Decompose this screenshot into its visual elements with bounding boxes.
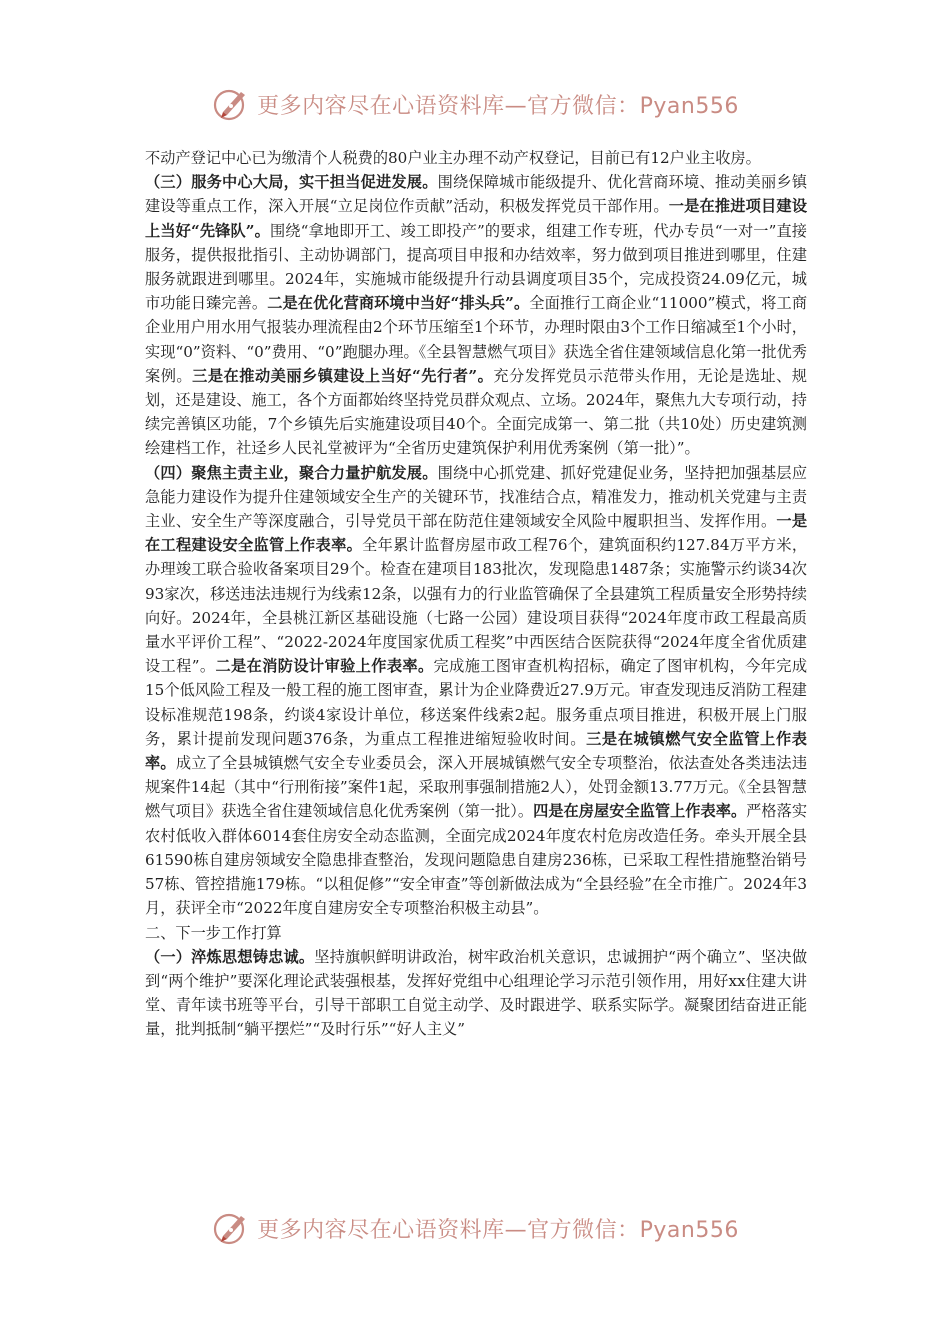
watermark-text: 更多内容尽在心语资料库—官方微信：Pyan556: [257, 93, 739, 119]
document-body: [145, 146, 807, 1042]
paragraph: [145, 461, 807, 921]
text-run: 全面推行工商企业“11000”模式，将工商企业用户用水用气报装办理流程由2个环节压缩至1个环节，办理时限由3个工作日缩减至1个小时，实现“0”资料、“0”费用、“0”跑腿办理。《全县智慧燃气项目》获选全省住建领域信息化第一批优秀案例。: [145, 294, 808, 385]
text-run: 严格落实农村低收入群体6014套住房安全动态监测，全面完成2024年度农村危房改造任务。牵头开展全县61590栋自建房领域安全隐患排查整治，发现问题隐患自建房236栋，已采取工程性措施整治销号57栋、管控措施179栋。“以租促修”“安全审查”等创新做法成为“全县经验”在全市推广。2024年3月，获评全市“2022年度自建房安全专项整治积极主动县”。: [145, 802, 807, 918]
bold-heading-run: （四）聚焦主责主业，聚合力量护航发展。: [145, 463, 438, 482]
bold-heading-run: 三是在推动美丽乡镇建设上当好“先行者”。: [192, 366, 494, 385]
paragraph: [145, 146, 807, 170]
text-run: 全年累计监督房屋市政工程76个，建筑面积约127.84万平方米，办理竣工联合验收备案项目29个。检查在建项目183批次，发现隐患1487条；实施警示约谈34次93家次，移送违法违规行为线索12条，以强有力的行业监管确保了全县建筑工程质量安全形势持续向好。2024年，全县桃江新区基础设施（七路一公园）建设项目获得“2024年度市政工程最高质量水平评价工程”、“2022-2024年度国家优质工程奖”中西医结合医院获得“2024年度全省优质建设工程”。: [145, 536, 808, 676]
pen-logo-icon: [211, 1208, 251, 1248]
bold-heading-run: 二是在优化营商环境中当好“排头兵”。: [267, 294, 530, 313]
text-run: 坚持旗帜鲜明讲政治，树牢政治机关意识，忠诚拥护“两个确立”、坚决做到“两个维护”要深化理论武装强根基，发挥好党组中心组理论学习示范引领作用，用好xx住建大讲堂、青年读书班等平台，引导干部职工自觉主动学、及时跟进学、联系实际学。凝聚团结奋进正能量，批判抵制“躺平摆烂”“及时行乐”“好人主义”: [145, 947, 808, 1039]
bold-heading-run: 一是在推进项目建设上当好“先锋队”。: [145, 197, 808, 240]
text-run: 不动产登记中心已为缴清个人税费的80户业主办理不动产权登记，目前已有12户业主收房。: [145, 149, 761, 167]
paragraph: [145, 945, 807, 1042]
bold-heading-run: （一）淬炼思想铸忠诚。: [145, 947, 315, 966]
paragraph: [145, 170, 807, 460]
bold-heading-run: 二是在消防设计审验上作表率。: [215, 657, 434, 676]
bold-heading-run: 三是在城镇燃气安全监管上作表率。: [145, 729, 807, 773]
bold-heading-run: 四是在房屋安全监管上作表率。: [533, 802, 747, 821]
text-run: 二、下一步工作打算: [145, 923, 282, 942]
text-run: 充分发挥党员示范带头作用，无论是选址、规划，还是建设、施工，各个方面都始终坚持党员群众观点、立场。2024年，聚焦九大专项行动，持续完善镇区功能，7个乡镇先后实施建设项目40个。全面完成第一、第二批（共10处）历史建筑测绘建档工作，社迳乡人民礼堂被评为“全省历史建筑保护利用优秀案例（第一批）”。: [145, 366, 807, 458]
watermark-footer: [0, 1206, 950, 1250]
pen-logo-icon: [211, 84, 251, 124]
text-run: 围绕保障城市能级提升、优化营商环境、推动美丽乡镇建设等重点工作，深入开展“立足岗位作贡献”活动，积极发挥党员干部作用。: [145, 173, 808, 216]
text-run: 成立了全县城镇燃气安全专业委员会，深入开展城镇燃气安全专项整治，依法查处各类违法违规案件14起（其中“行刑衔接”案件1起，采取刑事强制措施2人），处罚金额13.77万元。《全县智慧燃气项目》获选全省住建领域信息化优秀案例（第一批）。: [145, 754, 808, 821]
text-run: 围绕中心抓党建、抓好党建促业务，坚持把加强基层应急能力建设作为提升住建领域安全生产的关键环节，找准结合点，精准发力，推动机关党建与主责主业、安全生产等深度融合，引导党员干部在防范住建领域安全风险中履职担当、发挥作用。: [145, 463, 808, 531]
text-run: 完成施工图审查机构招标，确定了图审机构，今年完成15个低风险工程及一般工程的施工图审查，累计为企业降费近27.9万元。审查发现违反消防工程建设标准规范198条，约谈4家设计单位，移送案件线索2起。服务重点项目推进，积极开展上门服务，累计提前发现问题376条，为重点工程推进缩短验收时间。: [145, 657, 808, 748]
bold-heading-run: （三）服务中心大局，实干担当促进发展。: [145, 173, 438, 192]
bold-heading-run: 一是在工程建设安全监管上作表率。: [145, 512, 808, 555]
watermark-header: [0, 82, 950, 126]
watermark-text: 更多内容尽在心语资料库—官方微信：Pyan556: [257, 1217, 739, 1243]
text-run: 围绕“拿地即开工、竣工即投产”的要求，组建工作专班，代办专员“一对一”直接服务，提供报批指引、主动协调部门，提高项目申报和办结效率，努力做到项目推进到哪里，住建服务就跟进到哪里。2024年，实施城市能级提升行动县调度项目35个，完成投资24.09亿元，城市功能日臻完善。: [145, 221, 807, 313]
paragraph: [145, 921, 807, 945]
